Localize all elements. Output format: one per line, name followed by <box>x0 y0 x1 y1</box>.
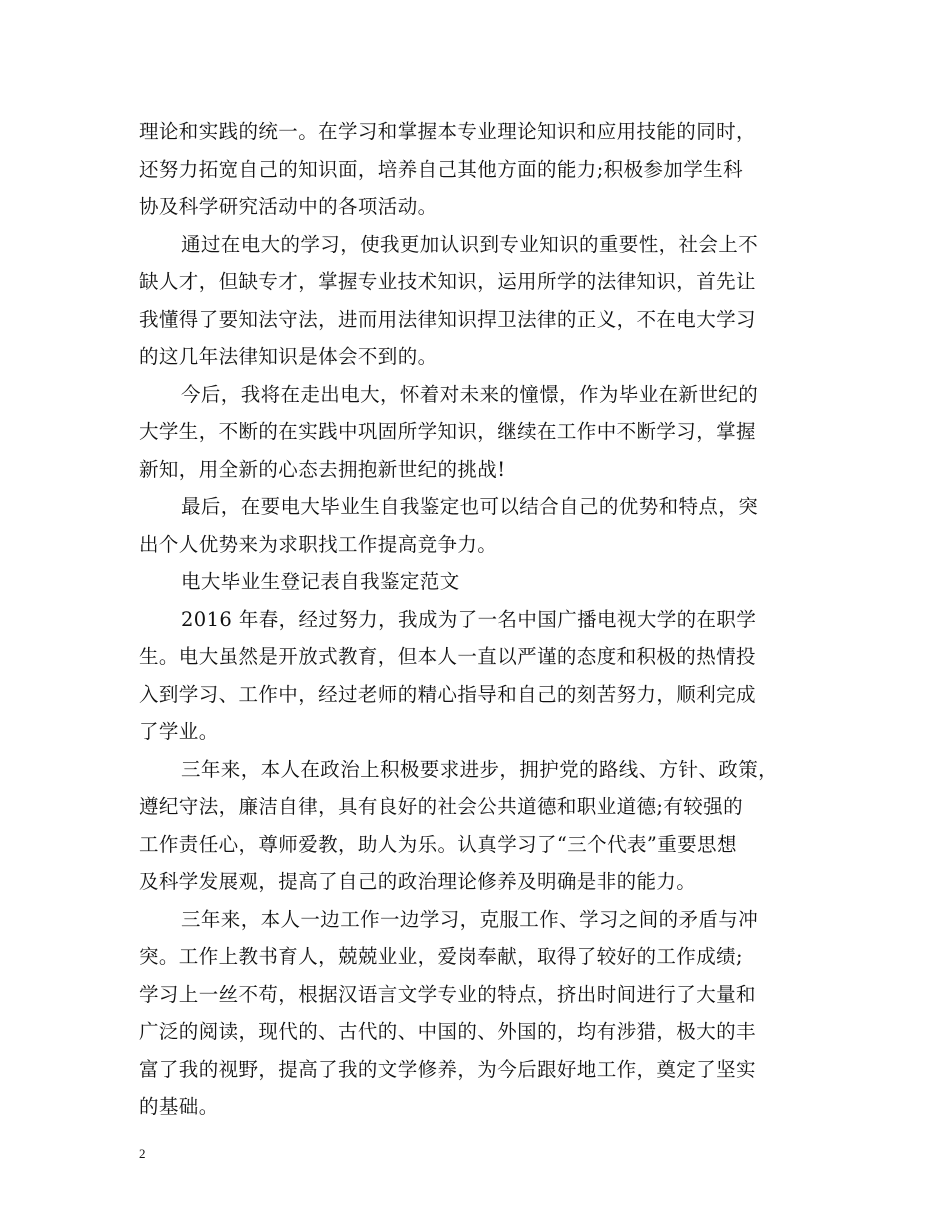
text-line: 出个人优势来为求职找工作提高竞争力。 <box>139 532 498 556</box>
text-line: 学习上一丝不苟，根据汉语言文学专业的特点，挤出时间进行了大量和 <box>139 982 756 1006</box>
text-line: 工作责任心，尊师爱教，助人为乐。认真学习了“三个代表”重要思想 <box>139 832 737 856</box>
text-line: 我懂得了要知法守法，进而用法律知识捍卫法律的正义，不在电大学习 <box>139 307 756 331</box>
text-line: 广泛的阅读，现代的、古代的、中国的、外国的，均有涉猎，极大的丰 <box>139 1020 756 1043</box>
text-line: 突。工作上教书育人，兢兢业业，爱岗奉献，取得了较好的工作成绩; <box>139 945 743 968</box>
text-line: 及科学发展观，提高了自己的政治理论修养及明确是非的能力。 <box>139 870 697 893</box>
body-text <box>139 113 819 1126</box>
section-heading: 电大毕业生登记表自我鉴定范文 <box>181 570 460 593</box>
text-line: 还努力拓宽自己的知识面，培养自己其他方面的能力;积极参加学生科 <box>139 157 743 181</box>
text-line: 的基础。 <box>139 1095 219 1118</box>
text-line: 2016 年春，经过努力，我成为了一名中国广播电视大学的在职学 <box>181 607 757 631</box>
text-line: 生。电大虽然是开放式教育，但本人一直以严谨的态度和积极的热情投 <box>139 645 756 668</box>
text-line: 了学业。 <box>139 720 219 743</box>
text-line: 理论和实践的统一。在学习和掌握本专业理论知识和应用技能的同时， <box>139 120 756 143</box>
text-line: 的这几年法律知识是体会不到的。 <box>139 345 438 368</box>
text-line: 遵纪守法，廉洁自律，具有良好的社会公共道德和职业道德;有较强的 <box>139 795 743 818</box>
text-line: 新知，用全新的心态去拥抱新世纪的挑战! <box>139 457 506 481</box>
text-line: 最后，在要电大毕业生自我鉴定也可以结合自己的优势和特点，突 <box>181 495 759 518</box>
text-line: 大学生，不断的在实践中巩固所学知识，继续在工作中不断学习，掌握 <box>139 420 756 443</box>
page-number: 2 <box>139 1146 146 1161</box>
text-line: 三年来，本人一边工作一边学习，克服工作、学习之间的矛盾与冲 <box>181 907 759 931</box>
text-line: 今后，我将在走出电大，怀着对未来的憧憬，作为毕业在新世纪的 <box>181 382 759 406</box>
text-line: 缺人才，但缺专才，掌握专业技术知识，运用所学的法律知识，首先让 <box>139 270 756 293</box>
text-line: 协及科学研究活动中的各项活动。 <box>139 195 438 218</box>
text-line: 富了我的视野，提高了我的文学修养，为今后跟好地工作，奠定了坚实 <box>139 1057 756 1081</box>
text-line: 通过在电大的学习，使我更加认识到专业知识的重要性，社会上不 <box>181 232 759 256</box>
text-line: 三年来，本人在政治上积极要求进步，拥护党的路线、方针、政策， <box>181 757 779 781</box>
text-line: 入到学习、工作中，经过老师的精心指导和自己的刻苦努力，顺利完成 <box>139 682 756 706</box>
